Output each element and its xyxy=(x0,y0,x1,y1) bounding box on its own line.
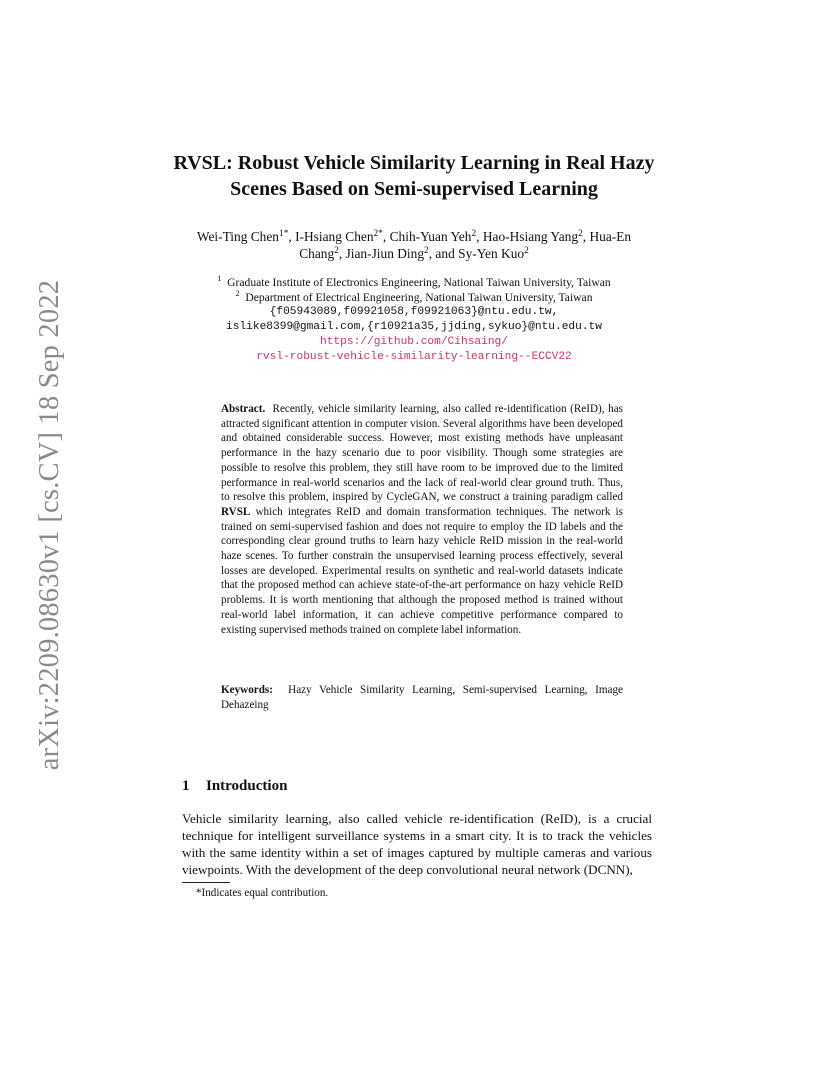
intro-paragraph: Vehicle similarity learning, also called vehicle re-identification (ReID), is a crucial technique for intelligent surveillance systems in a smart city. It is to track the vehicles with the same identity within a set of images captured by multiple cameras and various viewpoints. With the development of the deep convolutional neural network (DCNN), xyxy=(182,811,652,877)
affiliation-line xyxy=(150,290,678,305)
affiliation-text: Department of Electrical Engineering, National Taiwan University, Taiwan xyxy=(245,291,593,304)
code-url-link[interactable]: rvsl-robust-vehicle-similarity-learning--ECCV22 xyxy=(256,351,572,363)
author-name: Chang xyxy=(299,246,335,261)
keywords-text: Hazy Vehicle Similarity Learning, Semi-supervised Learning, Image Dehazeing xyxy=(221,684,623,711)
section-title: Introduction xyxy=(206,778,288,794)
author-name: I-Hsiang Chen xyxy=(295,229,374,244)
abstract xyxy=(221,402,623,637)
affiliation-text: Graduate Institute of Electronics Engineering, National Taiwan University, Taiwan xyxy=(227,276,611,289)
affiliation-line xyxy=(150,275,678,290)
keywords-label: Keywords: xyxy=(221,684,273,696)
author-affiliation-mark: 1* xyxy=(279,229,289,239)
author-name: Jian-Jiun Ding xyxy=(345,246,425,261)
keywords xyxy=(221,683,623,712)
paper-title xyxy=(150,150,678,202)
author-separator: , xyxy=(382,229,390,244)
author-name: Hao-Hsiang Yang xyxy=(482,229,579,244)
author-separator: , and xyxy=(428,246,459,261)
abstract-text: which integrates ReID and domain transformation techniques. The network is trained on semi-supervised fashion and does not require to employ the ID labels and the corresponding clear ground truths to learn hazy vehicle ReID mission in the real-world haze scenes. To further constrain the unsupervised learning process effectively, several losses are developed. Experimental results on synthetic and real-world datasets indicate that the proposed method can achieve state-of-the-art performance on hazy vehicle ReID problems. It is worth mentioning that although the proposed method is trained without real-world label information, it can achieve competitive performance compared to existing supervised methods trained on complete label information. xyxy=(221,505,623,636)
author-separator: , xyxy=(476,229,483,244)
author-affiliation-mark: 2 xyxy=(524,246,529,256)
arxiv-identifier-text: arXiv:2209.08630v1 [cs.CV] 18 Sep 2022 xyxy=(34,279,65,771)
author-affiliation-mark: 2 xyxy=(334,246,339,256)
author-name: Chih-Yuan Yeh xyxy=(389,229,472,244)
section-heading xyxy=(182,778,287,795)
author-separator: , Hua-En xyxy=(582,229,632,244)
footnote-rule xyxy=(182,882,230,883)
title-line-1: RVSL: Robust Vehicle Similarity Learning in Real Hazy xyxy=(173,152,655,174)
author-separator: , xyxy=(338,246,346,261)
author-affiliation-mark: 2 xyxy=(578,229,583,239)
author-separator: , xyxy=(288,229,296,244)
affiliation-block xyxy=(150,275,678,365)
author-name: Wei-Ting Chen xyxy=(196,229,279,244)
author-affiliation-mark: 2 xyxy=(471,229,477,239)
abstract-label: Abstract. xyxy=(221,403,266,415)
section-number: 1 xyxy=(182,778,190,794)
author-name: Sy-Yen Kuo xyxy=(458,246,525,261)
abstract-text: Recently, vehicle similarity learning, also called re-identification (ReID), has attracted significant attention in computer vision. Several algorithms have been developed and obtained considerable success. However, most existing methods have unpleasant performance in the hazy scenario due to poor visibility. Though some strategies are possible to resolve this problem, they still have room to be improved due to the limited performance in real-world scenarios and the lack of real-world clear ground truth. Thus, to resolve this problem, inspired by CycleGAN, we construct a training paradigm called xyxy=(221,403,623,504)
author-list xyxy=(150,228,678,262)
email-line: islike8399@gmail.com,{r10921a35,jjding,sykuo}@ntu.edu.tw xyxy=(226,321,602,333)
author-affiliation-mark: 2 xyxy=(424,246,429,256)
affiliation-mark: 1 xyxy=(217,274,222,283)
footnote: *Indicates equal contribution. xyxy=(196,887,329,899)
author-affiliation-mark: 2* xyxy=(373,229,383,239)
email-line: {f05943089,f09921058,f09921063}@ntu.edu.tw, xyxy=(269,306,559,318)
code-url-link[interactable]: https://github.com/Cihsaing/ xyxy=(320,336,508,348)
abstract-emphasis: RVSL xyxy=(221,505,251,518)
title-line-2: Scenes Based on Semi-supervised Learning xyxy=(230,178,598,200)
affiliation-mark: 2 xyxy=(235,289,240,298)
